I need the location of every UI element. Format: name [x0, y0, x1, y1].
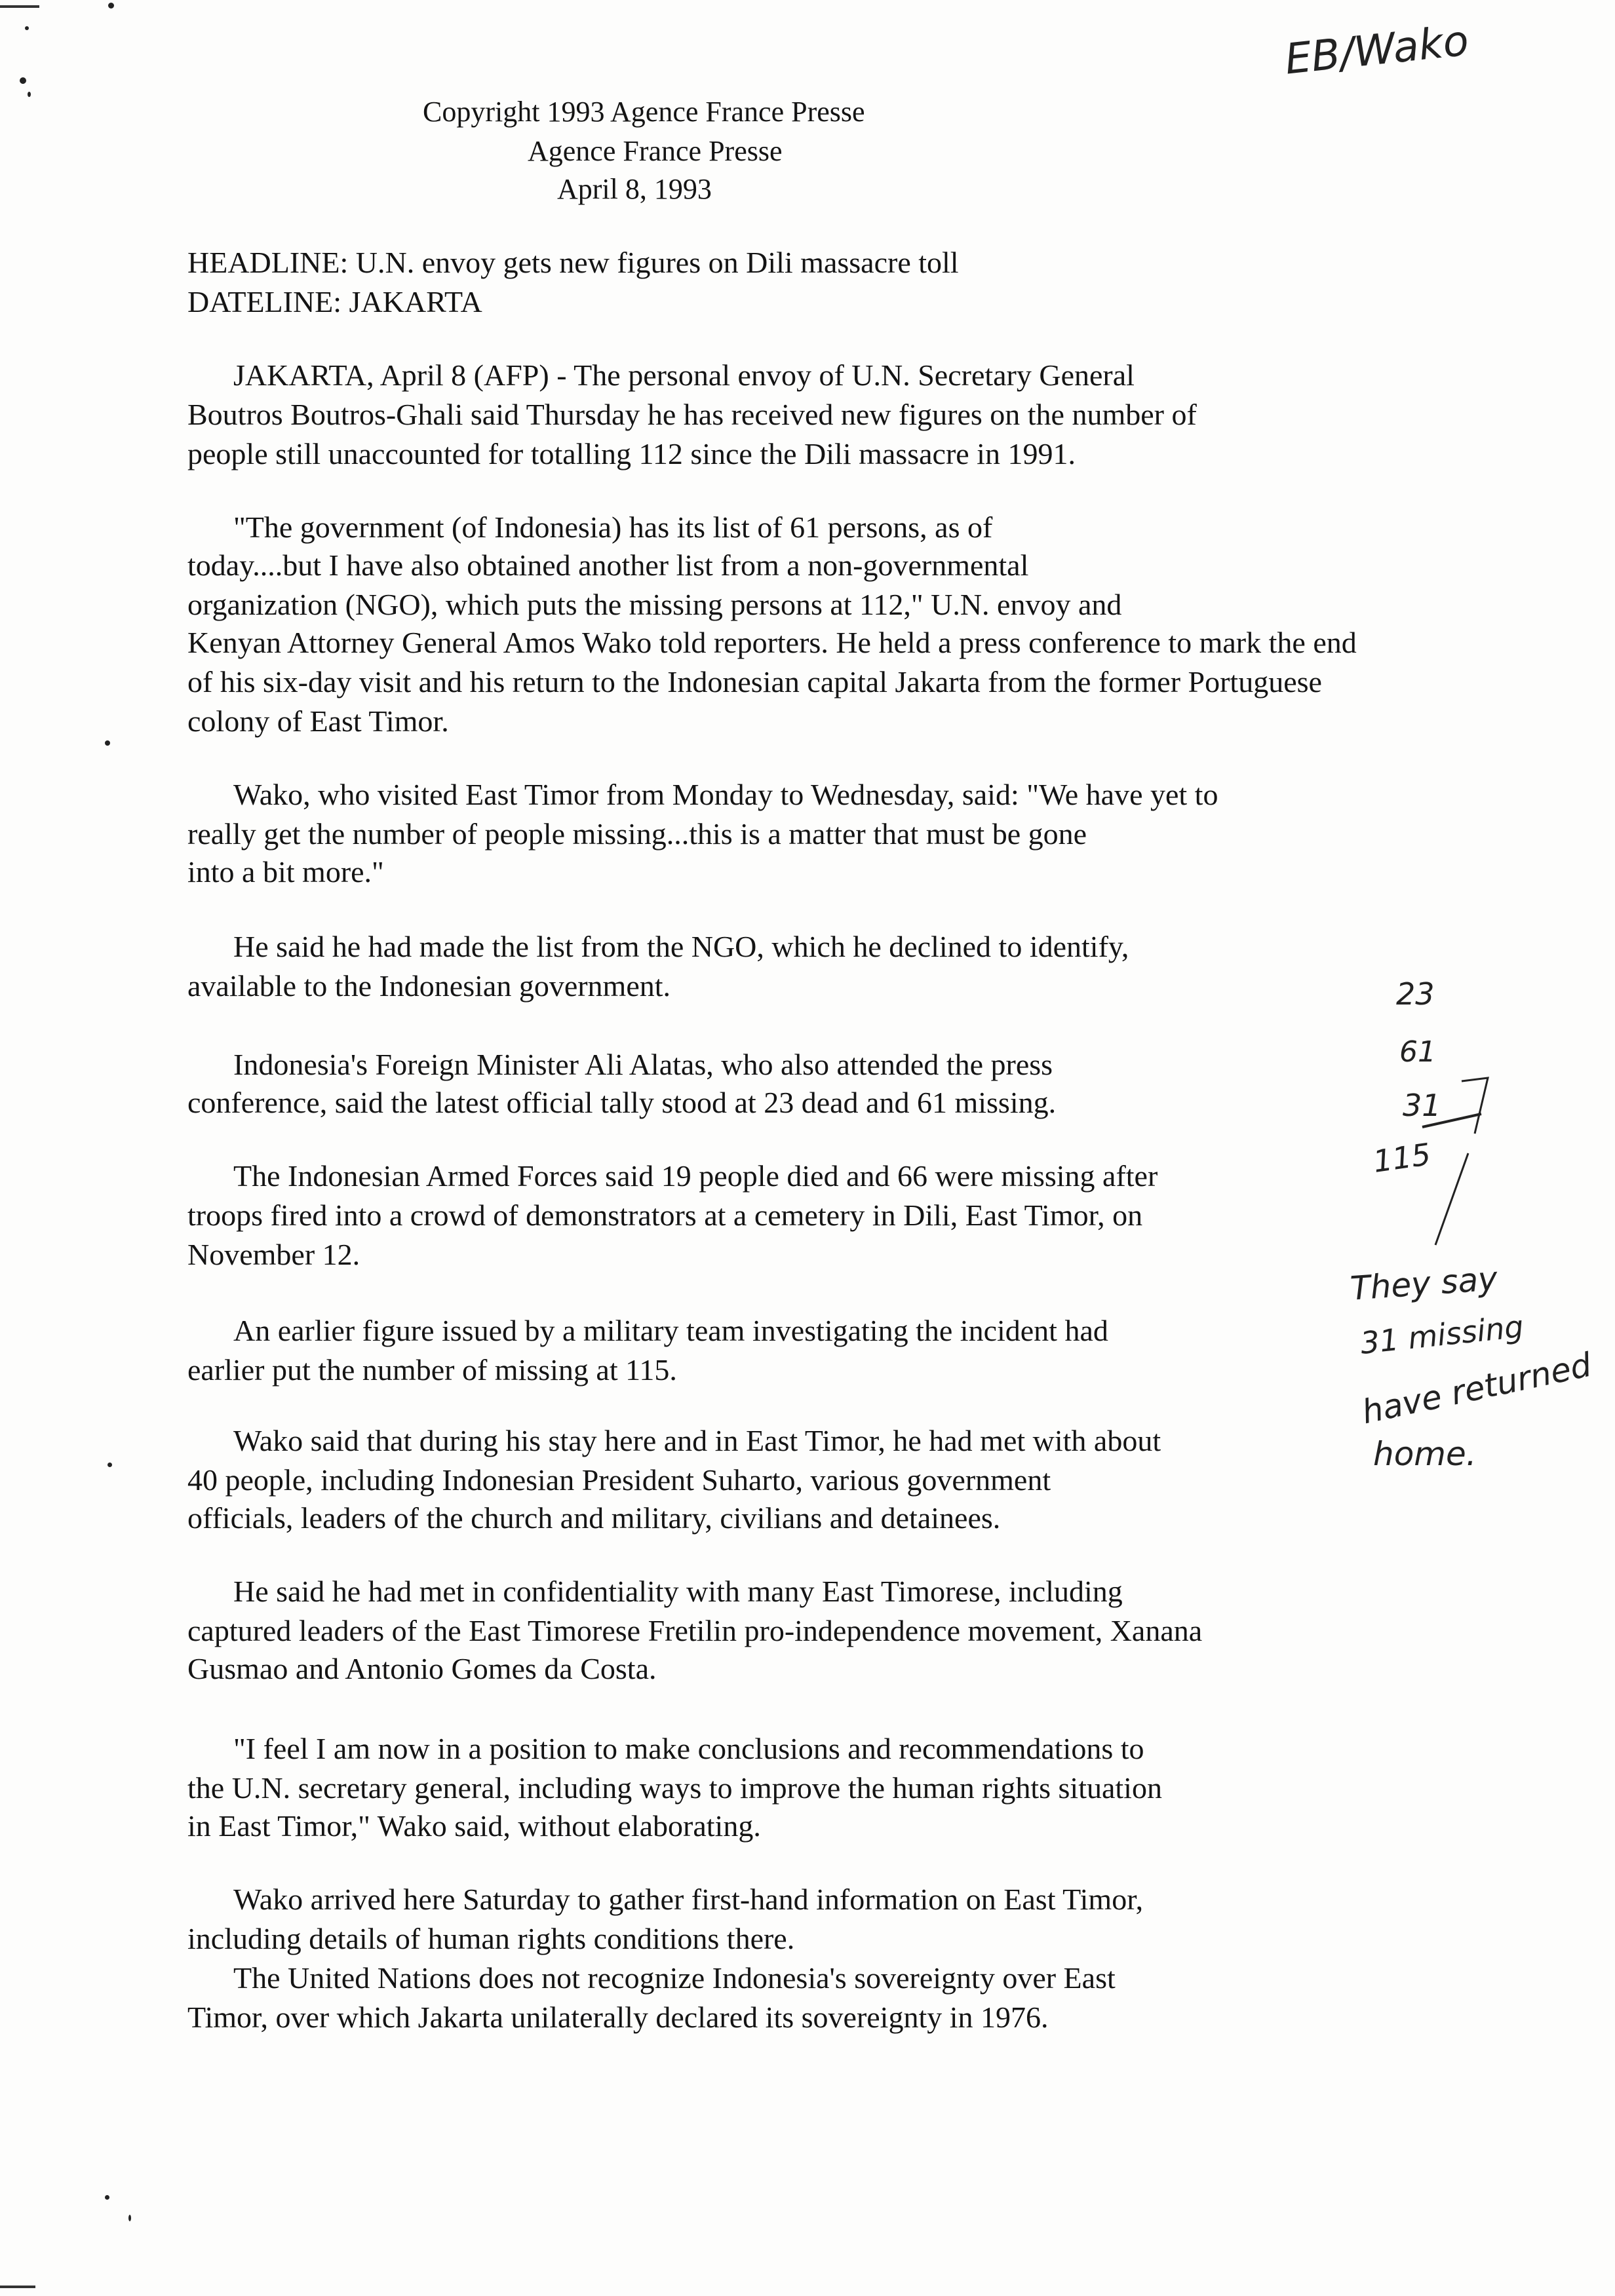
handwritten-number: 31 [1403, 1088, 1441, 1123]
body-line: conference, said the latest official tally stood at 23 dead and 61 missing. [187, 1086, 1057, 1119]
scan-speck [105, 2195, 109, 2200]
body-line: organization (NGO), which puts the missing persons at 112," U.N. envoy and [187, 588, 1122, 621]
body-line: An earlier figure issued by a military team investigating the incident had [233, 1314, 1108, 1347]
dateline: DATELINE: JAKARTA [187, 285, 482, 318]
scan-speck [105, 740, 110, 746]
scan-mark [0, 5, 39, 8]
body-line: 40 people, including Indonesian President Suharto, various government [187, 1463, 1051, 1497]
body-line: earlier put the number of missing at 115. [187, 1353, 677, 1387]
handwritten-number: 23 [1396, 976, 1435, 1012]
body-line: into a bit more." [187, 855, 384, 889]
scan-speck [128, 2215, 131, 2221]
headline: HEADLINE: U.N. envoy gets new figures on Dili massacre toll [187, 246, 959, 279]
handwritten-number: 61 [1399, 1035, 1436, 1069]
source-line: Agence France Presse [528, 135, 783, 167]
scan-speck [28, 92, 31, 97]
handwritten-strokes [1363, 1062, 1494, 1258]
body-line: colony of East Timor. [187, 704, 449, 738]
body-line: troops fired into a crowd of demonstrators at a cemetery in Dili, East Timor, on [187, 1198, 1143, 1232]
handwritten-note-line: They say [1349, 1259, 1499, 1308]
body-line: available to the Indonesian government. [187, 969, 671, 1003]
body-line: He said he had met in confidentiality with many East Timorese, including [233, 1575, 1123, 1608]
body-line: Kenyan Attorney General Amos Wako told reporters. He held a press conference to mark the end [187, 626, 1357, 659]
body-line: JAKARTA, April 8 (AFP) - The personal envoy of U.N. Secretary General [233, 358, 1135, 392]
scan-speck [20, 77, 26, 84]
scan-mark [0, 2286, 35, 2288]
body-line: Wako, who visited East Timor from Monday to Wednesday, said: "We have yet to [233, 778, 1218, 811]
pointer-stroke [1435, 1153, 1468, 1245]
copyright-line: Copyright 1993 Agence France Presse [423, 96, 865, 128]
scan-speck [25, 26, 29, 30]
body-line: "The government (of Indonesia) has its list of 61 persons, as of [233, 510, 993, 544]
body-line: Boutros Boutros-Ghali said Thursday he has received new figures on the number of [187, 398, 1197, 431]
body-line: The Indonesian Armed Forces said 19 people died and 66 were missing after [233, 1159, 1158, 1193]
body-line: really get the number of people missing...this is a matter that must be gone [187, 817, 1087, 851]
body-line: "I feel I am now in a position to make conclusions and recommendations to [233, 1732, 1144, 1765]
sum-line [1422, 1114, 1481, 1127]
handwritten-note-top: EB/Wako [1282, 16, 1471, 85]
body-line: He said he had made the list from the NGO, which he declined to identify, [233, 930, 1129, 963]
handwritten-note-line: 31 missing [1358, 1309, 1525, 1361]
body-line: captured leaders of the East Timorese Fretilin pro-independence movement, Xanana [187, 1614, 1203, 1647]
body-line: including details of human rights conditions there. [187, 1922, 795, 1955]
body-line: Timor, over which Jakarta unilaterally declared its sovereignty in 1976. [187, 2000, 1049, 2034]
body-line: in East Timor," Wako said, without elaborating. [187, 1809, 761, 1843]
body-line: people still unaccounted for totalling 112 since the Dili massacre in 1991. [187, 437, 1076, 470]
scan-speck [107, 1463, 112, 1467]
body-line: the U.N. secretary general, including ways to improve the human rights situation [187, 1771, 1162, 1805]
scan-speck [108, 3, 114, 9]
body-line: Wako said that during his stay here and in East Timor, he had met with about [233, 1424, 1161, 1457]
arrow-stroke [1462, 1078, 1488, 1134]
handwritten-note-line: have returned [1358, 1345, 1595, 1432]
body-line: today....but I have also obtained another list from a non-governmental [187, 548, 1029, 582]
body-line: officials, leaders of the church and military, civilians and detainees. [187, 1501, 1001, 1535]
body-line: The United Nations does not recognize Indonesia's sovereignty over East [233, 1961, 1116, 1995]
date-line: April 8, 1993 [557, 173, 712, 205]
body-line: Indonesia's Foreign Minister Ali Alatas, who also attended the press [233, 1048, 1053, 1081]
body-line: of his six-day visit and his return to the Indonesian capital Jakarta from the former Portuguese [187, 665, 1322, 698]
body-line: Wako arrived here Saturday to gather first-hand information on East Timor, [233, 1883, 1144, 1916]
body-line: Gusmao and Antonio Gomes da Costa. [187, 1652, 657, 1685]
handwritten-number: 115 [1371, 1136, 1433, 1179]
handwritten-note-line: home. [1373, 1435, 1477, 1473]
body-line: November 12. [187, 1238, 360, 1271]
